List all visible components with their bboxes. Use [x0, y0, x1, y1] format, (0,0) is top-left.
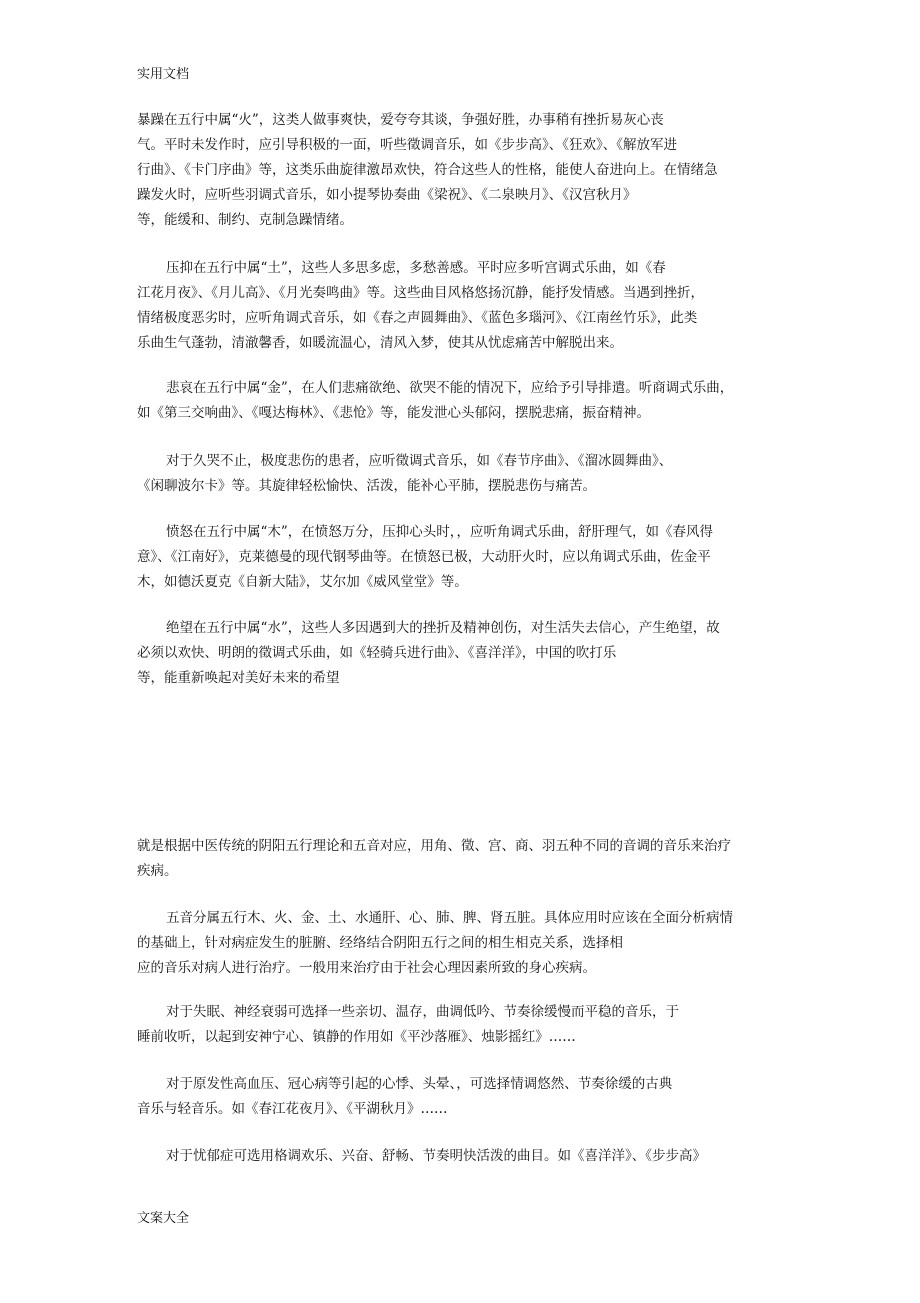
text-line: 悲哀在五行中属“金”，在人们悲痛欲绝、欲哭不能的情况下，应给予引导排遣。听商调式乐曲， — [166, 380, 734, 396]
text-line: 的基础上，针对病症发生的脏腑、经络结合阴阳五行之间的相生相克关系，选择相 — [137, 935, 623, 951]
text-line: 五音分属五行木、火、金、土、水通肝、心、肺、脾、肾五脏。具体应用时应该在全面分析病情 — [166, 910, 733, 926]
text-line: 睡前收听，以起到安神宁心、镇静的作用如《平沙落雁》、烛影摇红》…… — [137, 1029, 576, 1045]
text-line: 就是根据中医传统的阴阳五行理论和五音对应，用角、徵、宫、商、羽五种不同的音调的音乐来治疗 — [137, 838, 731, 854]
page-header-label: 实用文档 — [137, 67, 190, 82]
text-line: 等，能重新唤起对美好未来的希望 — [137, 670, 340, 686]
text-line: 疾病。 — [137, 863, 178, 879]
text-line: 音乐与轻音乐。如《春江花夜月》、《平湖秋月》…… — [137, 1101, 448, 1117]
paragraph-despair — [137, 616, 787, 691]
paragraph-insomnia — [137, 1000, 787, 1050]
page-footer-label: 文案大全 — [137, 1211, 190, 1226]
text-line: 木，如德沃夏克《自新大陆》，艾尔加《威风堂堂》等。 — [137, 574, 468, 590]
text-line: 必须以欢快、明朗的徵调式乐曲，如《轻骑兵进行曲》、《喜洋洋》，中国的吹打乐 — [137, 645, 617, 661]
paragraph-fury — [137, 520, 787, 595]
paragraph-melancholia — [137, 1144, 787, 1169]
text-line: 意》、《江南好》，克莱德曼的现代钢琴曲等。在愤怒已极，大动肝火时，应以角调式乐曲，佐金平 — [137, 549, 711, 565]
paragraph-depression — [137, 256, 787, 356]
text-line: 压抑在五行中属“土”，这些人多思多虑，多愁善感。平时应多听宫调式乐曲，如《春 — [166, 260, 666, 276]
paragraph-anger — [137, 108, 787, 233]
paragraph-crying — [137, 449, 787, 499]
text-line: 对于失眠、神经衰弱可选择一些亲切、温存，曲调低吟、节奏徐缓慢而平稳的音乐，于 — [166, 1004, 679, 1020]
text-line: 《闲聊波尔卡》等。其旋律轻松愉快、活泼，能补心平肺，摆脱悲伤与痛苦。 — [137, 478, 596, 494]
text-line: 气。平时未发作时，应引导积极的一面，听些徵调音乐，如《步步高》、《狂欢》、《解放军进 — [137, 137, 677, 153]
paragraph-sorrow — [137, 376, 787, 426]
text-line: 行曲》、《卡门序曲》等，这类乐曲旋律激昂欢快，符合这些人的性格，能使人奋进向上。在情绪急 — [137, 162, 718, 178]
text-line: 对于原发性高血压、冠心病等引起的心悸、头晕、，可选择情调悠然、节奏徐缓的古典 — [166, 1076, 673, 1092]
text-line: 对于久哭不止，极度悲伤的患者，应听徵调式音乐，如《春节序曲》、《溜冰圆舞曲》、 — [166, 453, 673, 469]
paragraph-five-tones-intro — [137, 834, 787, 884]
paragraph-five-organs — [137, 906, 787, 981]
text-line: 等，能缓和、制约、克制急躁情绪。 — [137, 212, 353, 228]
text-line: 乐曲生气蓬勃，清澈馨香，如暖流温心，清风入梦，使其从忧虑痛苦中解脱出来。 — [137, 335, 623, 351]
text-line: 对于忧郁症可选用格调欢乐、兴奋、舒畅、节奏明快活泼的曲目。如《喜洋洋》、《步步高》 — [166, 1148, 706, 1164]
text-line: 应的音乐对病人进行治疗。一般用来治疗由于社会心理因素所致的身心疾病。 — [137, 960, 596, 976]
text-line: 躁发火时，应听些羽调式音乐，如小提琴协奏曲《梁祝》、《二泉映月》、《汉宫秋月》 — [137, 187, 637, 203]
text-line: 愤怒在五行中属“木”，在愤怒万分，压抑心头时，，应听角调式乐曲，舒肝理气，如《春风得 — [166, 524, 714, 540]
text-line: 如《第三交响曲》、《嘎达梅林》、《悲怆》等，能发泄心头郁闷，摆脱悲痛，振奋精神。 — [137, 405, 650, 421]
paragraph-hypertension — [137, 1072, 787, 1122]
text-line: 绝望在五行中属“水”，这些人多因遇到大的挫折及精神创伤，对生活失去信心，产生绝望，故 — [166, 620, 720, 636]
text-line: 暴躁在五行中属“火”，这类人做事爽快，爱夸夸其谈，争强好胜，办事稍有挫折易灰心丧 — [137, 112, 664, 128]
text-line: 情绪极度恶劣时，应听角调式音乐，如《春之声圆舞曲》、《蓝色多瑙河》、《江南丝竹乐》，此类 — [137, 310, 698, 326]
text-line: 江花月夜》、《月儿高》、《月光奏鸣曲》等。这些曲目风格悠扬沉静，能抒发情感。当遇到挫折， — [137, 285, 704, 301]
